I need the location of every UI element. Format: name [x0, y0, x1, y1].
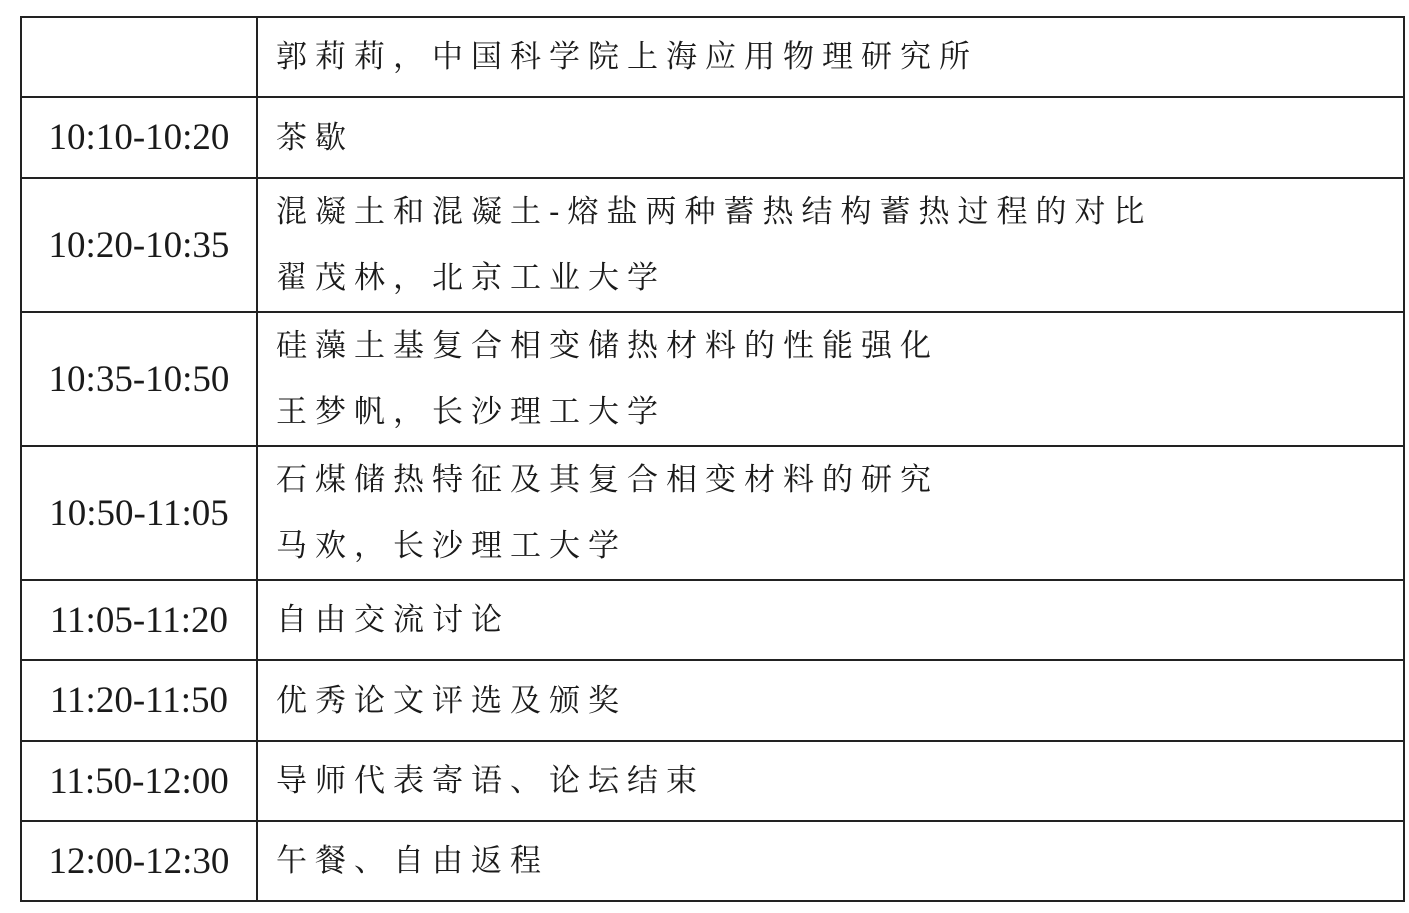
table-row	[21, 741, 1404, 821]
session-title: 优秀论文评选及颁奖	[276, 682, 627, 719]
table-row	[21, 821, 1404, 901]
time-cell	[21, 17, 257, 97]
table-row	[21, 580, 1404, 660]
content-cell	[257, 17, 1404, 97]
content-cell	[257, 741, 1404, 821]
time-cell: 12:00-12:30	[21, 821, 257, 901]
table-row	[21, 446, 1404, 580]
table-row	[21, 178, 1404, 312]
session-title: 自由交流讨论	[276, 602, 510, 638]
time-cell: 10:35-10:50	[21, 312, 257, 446]
talk-title: 石煤储热特征及其复合相变材料的研究	[276, 462, 939, 498]
speaker-affiliation: 马欢，长沙理工大学	[276, 528, 627, 564]
talk-title: 硅藻土基复合相变储热材料的性能强化	[276, 328, 939, 364]
table-row	[21, 312, 1404, 446]
content-cell	[257, 312, 1404, 446]
content-cell	[257, 660, 1404, 741]
time-cell: 11:50-12:00	[21, 741, 257, 821]
table-row	[21, 97, 1404, 178]
content-cell	[257, 97, 1404, 178]
session-title: 午餐、自由返程	[276, 843, 549, 879]
time-cell: 11:20-11:50	[21, 660, 257, 741]
content-cell	[257, 580, 1404, 660]
speaker-affiliation: 翟茂林，北京工业大学	[276, 260, 666, 296]
session-title: 茶歇	[276, 119, 354, 156]
time-cell: 10:20-10:35	[21, 178, 257, 312]
content-cell	[257, 821, 1404, 901]
table-row	[21, 660, 1404, 741]
session-title: 导师代表寄语、论坛结束	[276, 763, 705, 799]
table-row	[21, 17, 1404, 97]
schedule-table	[20, 16, 1405, 902]
time-cell: 11:05-11:20	[21, 580, 257, 660]
speaker-affiliation: 王梦帆，长沙理工大学	[276, 394, 666, 430]
content-cell	[257, 178, 1404, 312]
speaker-affiliation: 郭莉莉，中国科学院上海应用物理研究所	[276, 39, 978, 75]
time-cell: 10:10-10:20	[21, 97, 257, 178]
time-cell: 10:50-11:05	[21, 446, 257, 580]
talk-title: 混凝土和混凝土-熔盐两种蓄热结构蓄热过程的对比	[276, 194, 1153, 230]
content-cell	[257, 446, 1404, 580]
